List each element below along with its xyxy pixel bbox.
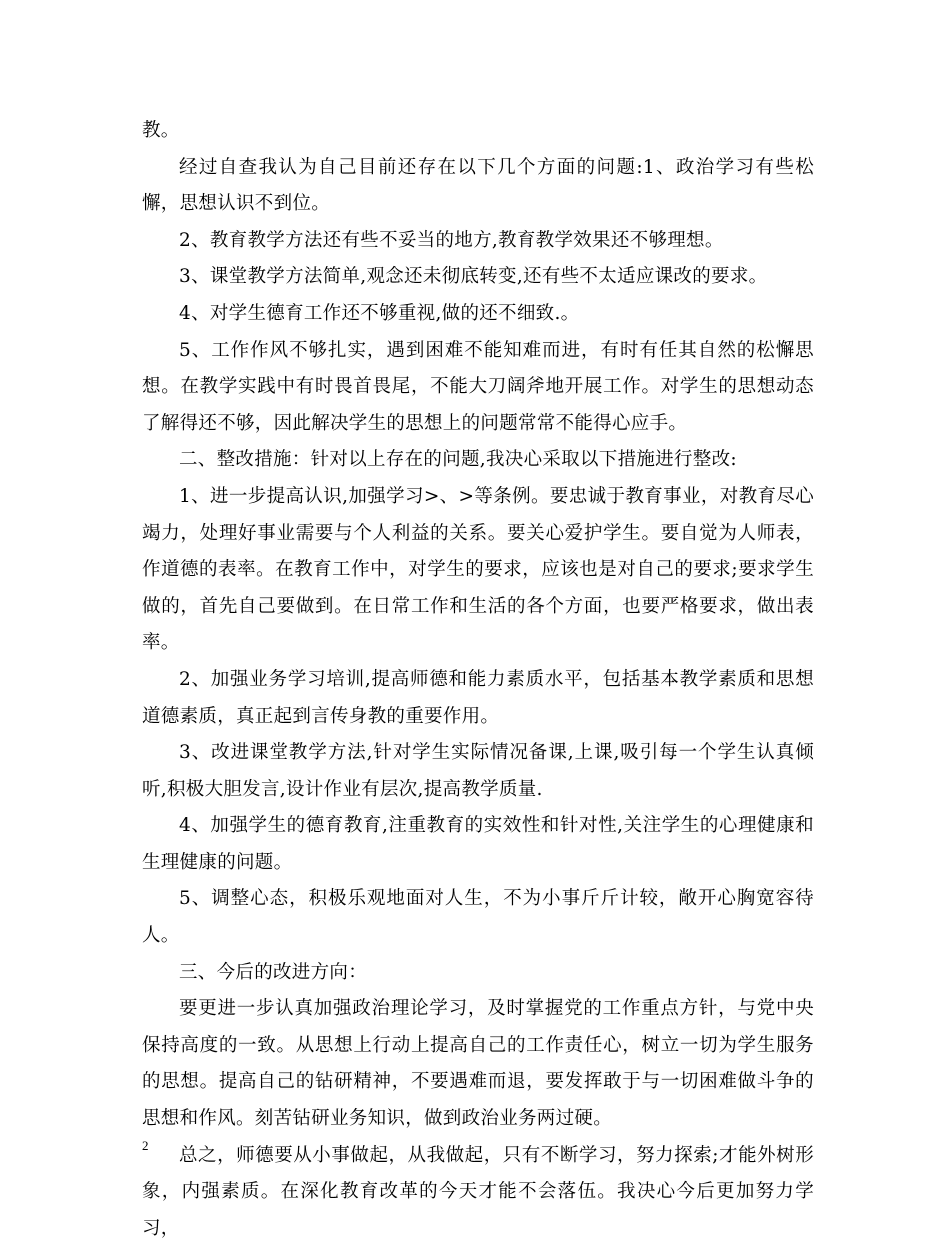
paragraph-continuation: 教。 — [142, 120, 180, 141]
paragraph-measure-5: 5、调整心态，积极乐观地面对人生，不为小事斤斤计较，敞开心胸宽容待人。 — [142, 888, 814, 947]
paragraph-problem-4: 4、对学生德育工作还不够重视,做的还不细致.。 — [179, 302, 580, 324]
document-body — [142, 113, 814, 1247]
section-heading-rectification: 二、整改措施：针对以上存在的问题,我决心采取以下措施进行整改: — [179, 449, 737, 471]
paragraph-conclusion: 总之，师德要从小事做起，从我做起，只有不断学习，努力探索;才能外树形象，内强素质。在深化教育改革的今天才能不会落伍。我决心今后更加努力学习， — [142, 1144, 814, 1239]
paragraph-problem-2: 2、教育教学方法还有些不妥当的地方,教育教学效果还不够理想。 — [179, 229, 724, 251]
paragraph-measure-2: 2、加强业务学习培训,提高师德和能力素质水平，包括基本教学素质和思想道德素质，真正起到言传身教的重要作用。 — [142, 668, 814, 727]
section-heading-improvement: 三、今后的改进方向： — [179, 961, 368, 983]
page-number: 2 — [142, 1138, 149, 1153]
paragraph-measure-1: 1、进一步提高认识,加强学习>、>等条例。要忠诚于教育事业，对教育尽心竭力，处理好事业需要与个人利益的关系。要关心爱护学生。要自觉为人师表，作道德的表率。在教育工作中，对学生的要求，应该也是对自己的要求;要求学生做的，首先自己要做到。在日常工作和生活的各个方面，也要严格要求，做出表率。 — [142, 485, 814, 654]
paragraph-improvement: 要更进一步认真加强政治理论学习，及时掌握党的工作重点方针，与党中央保持高度的一致。从思想上行动上提高自己的工作责任心，树立一切为学生服务的思想。提高自己的钻研精神，不要遇难而退，要发挥敢于与一切困难做斗争的思想和作风。刻苦钻研业务知识，做到政治业务两过硬。 — [142, 998, 814, 1130]
paragraph-measure-3: 3、改进课堂教学方法,针对学生实际情况备课,上课,吸引每一个学生认真倾听,积极大胆发言,设计作业有层次,提高教学质量. — [142, 742, 814, 800]
paragraph-measure-4: 4、加强学生的德育教育,注重教育的实效性和针对性,关注学生的心理健康和生理健康的问题。 — [142, 815, 814, 873]
paragraph-problem-3: 3、课堂教学方法简单,观念还未彻底转变,还有些不太适应课改的要求。 — [179, 266, 768, 288]
paragraph-problem-5: 5、工作作风不够扎实，遇到困难不能知难而进，有时有任其自然的松懈思想。在教学实践中有时畏首畏尾，不能大刀阔斧地开展工作。对学生的思想动态了解得还不够，因此解决学生的思想上的问题常常不能得心应手。 — [142, 339, 814, 434]
paragraph-self-check-intro: 经过自查我认为自己目前还存在以下几个方面的问题:1、政治学习有些松懈，思想认识不到位。 — [142, 156, 814, 215]
